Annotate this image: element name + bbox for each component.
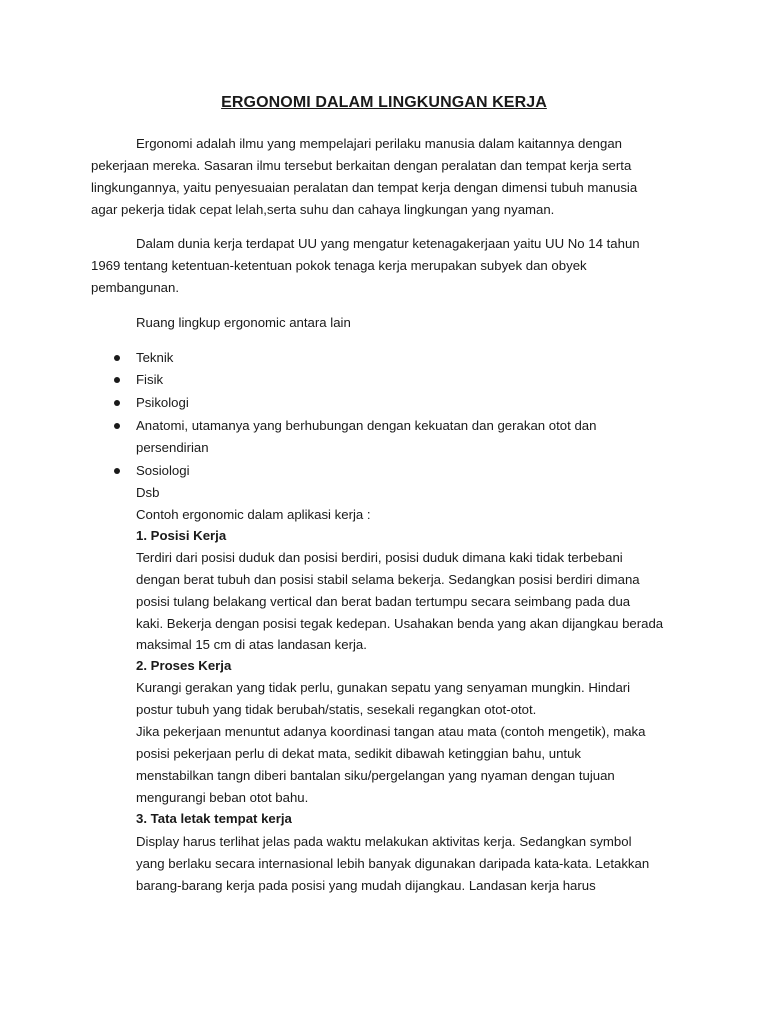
section-line: yang berlaku secara internasional lebih banyak digunakan daripada kata-kata. Letakkan [136,856,650,871]
section-line: menstabilkan tangn diberi bantalan siku/pergelangan yang nyaman dengan tujuan [136,768,615,783]
section-line: Terdiri dari posisi duduk dan posisi berdiri, posisi duduk dimana kaki tidak terbebani [136,550,623,565]
section-heading: 1. Posisi Kerja [136,528,227,543]
scope-item: Anatomi, utamanya yang berhubungan dengan kekuatan dan gerakan otot dan [136,418,597,433]
section-line: Jika pekerjaan menuntut adanya koordinasi tangan atau mata (contoh mengetik), maka [136,724,646,739]
scope-item-continuation: persendirian [136,440,209,455]
scope-item: Teknik [136,350,174,365]
bullet-dot-icon [114,468,120,474]
paragraph-1-line-3: lingkungannya, yaitu penyesuaian peralatan dan tempat kerja dengan dimensi tubuh manusia [91,180,638,195]
paragraph-1-line-1: Ergonomi adalah ilmu yang mempelajari perilaku manusia dalam kaitannya dengan [136,136,623,151]
section-line: posisi pekerjaan perlu di dekat mata, sedikit dibawah ketinggian bahu, untuk [136,746,581,761]
bullet-dot-icon [114,423,120,429]
paragraph-1-line-4: agar pekerja tidak cepat lelah,serta suhu dan cahaya lingkungan yang nyaman. [91,202,555,217]
paragraph-2-line-3: pembangunan. [91,280,179,295]
examples-intro: Contoh ergonomic dalam aplikasi kerja : [136,507,371,522]
bullet-dot-icon [114,355,120,361]
section-line: mengurangi beban otot bahu. [136,790,309,805]
bullet-dot-icon [114,400,120,406]
scope-item: Fisik [136,372,164,387]
section-line: Display harus terlihat jelas pada waktu melakukan aktivitas kerja. Sedangkan symbol [136,834,632,849]
paragraph-1-line-2: pekerjaan mereka. Sasaran ilmu tersebut berkaitan dengan peralatan dan tempat kerja serta [91,158,632,173]
section-line: kaki. Bekerja dengan posisi tegak kedepan. Usahakan benda yang akan dijangkau berada [136,616,664,631]
section-line: postur tubuh yang tidak berubah/statis, sesekali regangkan otot-otot. [136,702,537,717]
section-heading: 3. Tata letak tempat kerja [136,811,292,826]
section-line: Kurangi gerakan yang tidak perlu, gunakan sepatu yang senyaman mungkin. Hindari [136,680,631,695]
section-heading: 2. Proses Kerja [136,658,232,673]
scope-intro: Ruang lingkup ergonomic antara lain [136,315,351,330]
paragraph-2-line-1: Dalam dunia kerja terdapat UU yang mengatur ketenagakerjaan yaitu UU No 14 tahun [136,236,640,251]
section-line: posisi tulang belakang vertical dan berat badan tertumpu secara seimbang pada dua [136,594,631,609]
bullet-dot-icon [114,377,120,383]
section-line: dengan berat tubuh dan posisi stabil selama bekerja. Sedangkan posisi berdiri dimana [136,572,640,587]
document-title: ERGONOMI DALAM LINGKUNGAN KERJA [221,94,547,111]
dsb-text: Dsb [136,485,160,500]
scope-item: Psikologi [136,395,189,410]
scope-item: Sosiologi [136,463,190,478]
paragraph-2-line-2: 1969 tentang ketentuan-ketentuan pokok tenaga kerja merupakan subyek dan obyek [91,258,587,273]
section-line: maksimal 15 cm di atas landasan kerja. [136,637,367,652]
section-line: barang-barang kerja pada posisi yang mudah dijangkau. Landasan kerja harus [136,878,596,893]
